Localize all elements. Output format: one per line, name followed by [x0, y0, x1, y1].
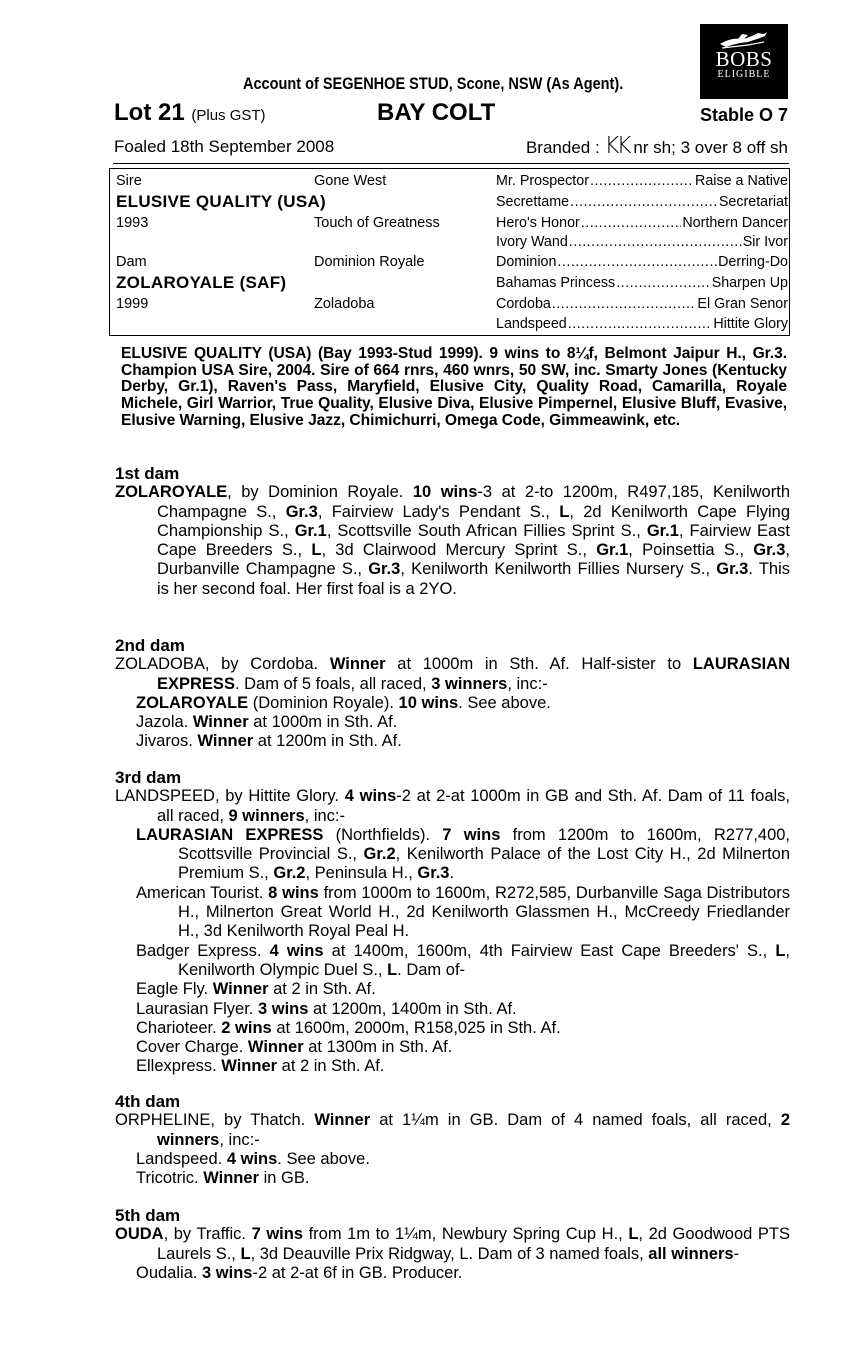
sire-sire: Gone West: [314, 173, 387, 189]
entry-text: at 2 in Sth. Af.: [268, 980, 376, 999]
entry-text: , Fairview East Cape Breeders S.,: [157, 521, 790, 560]
family-entry: [136, 713, 790, 732]
gst-note: (Plus GST): [191, 107, 266, 124]
foaled-date: Foaled 18th September 2008: [114, 137, 335, 156]
bold-text: 4 wins: [226, 1149, 278, 1168]
lot-number: [114, 99, 266, 127]
family-entry: [136, 732, 790, 751]
bold-text: Winner: [329, 655, 386, 674]
entry-text: , Kenilworth Olympic Duel S.,: [178, 941, 790, 979]
bold-text: L: [240, 1244, 251, 1263]
bold-text: Winner: [247, 1038, 304, 1057]
gen3-right: El Gran Senor: [697, 296, 788, 312]
entry-text: . This is her second foal. Her first foal is a 2YO.: [157, 560, 790, 598]
bold-text: OUDA: [115, 1225, 164, 1244]
bold-text: Gr.3: [716, 560, 749, 579]
gen3-left: Dominion: [496, 254, 557, 270]
brand-mark: KK: [604, 133, 629, 159]
bold-text: 7 wins: [442, 825, 501, 844]
bold-text: Winner: [221, 1057, 278, 1076]
entry-text: Tricotric.: [136, 1169, 204, 1188]
bold-text: Winner: [212, 980, 269, 999]
entry-text: , Peninsula H.,: [305, 864, 418, 883]
gen3-right: Sharpen Up: [711, 275, 788, 291]
dam-section-1: [115, 464, 790, 599]
section-heading: 5th dam: [115, 1206, 181, 1225]
vendor-account: Account of SEGENHOE STUD, Scone, NSW (As Agent).: [243, 75, 624, 93]
bold-text: Gr.3: [417, 864, 450, 883]
bold-text: 3 winners: [431, 674, 508, 693]
gen3-row: [496, 215, 788, 231]
entry-text: from 1000m to 1600m, R272,585, Durbanville Saga Distributors H., Milnerton Great World H., 2d Kenilworth Glassmen H., McCreedy Friedlander H., 3d Kenilworth Royal Peal H.: [178, 883, 790, 941]
entry-text: (Northfields).: [323, 825, 443, 844]
entry-text: , Kenilworth Kenilworth Fillies Nursery S.,: [400, 560, 717, 579]
sire-year: 1993: [116, 215, 149, 231]
entry-text: from 1m to 1¼m, Newbury Spring Cup H.,: [303, 1225, 629, 1244]
family-entry: [136, 884, 790, 942]
gen3-right: Northern Dancer: [682, 215, 788, 231]
entry-text: at 1200m in Sth. Af.: [253, 732, 402, 751]
sire-label: Sire: [116, 173, 142, 189]
entry-text: in GB.: [259, 1169, 310, 1188]
pedigree-table: [109, 168, 790, 336]
bold-text: LAURASIAN EXPRESS: [136, 825, 324, 844]
bold-text: 8 wins: [268, 883, 319, 902]
entry-text: at 2 in Sth. Af.: [277, 1057, 385, 1076]
family-entry: [115, 1225, 790, 1264]
entry-text: , Kenilworth Palace of the Lost City H., 2d Milnerton Premium S.,: [178, 845, 791, 883]
family-entry: [115, 655, 790, 694]
entry-text: American Tourist.: [136, 883, 269, 902]
gen3-left: Mr. Prospector: [496, 173, 589, 189]
entry-text: Landspeed.: [136, 1149, 227, 1168]
gen3-row: [496, 275, 788, 291]
entry-text: Cover Charge.: [136, 1038, 248, 1057]
gen3-row: [496, 316, 788, 332]
family-entry: [136, 980, 790, 999]
gen3-left: Bahamas Princess: [496, 275, 616, 291]
entry-text: ZOLADOBA, by Cordoba.: [115, 655, 330, 674]
family-entry: [136, 1038, 790, 1057]
entry-text: -3 at 2-to 1200m, R497,185, Kenilworth Champagne S.,: [157, 483, 790, 521]
bold-text: L: [775, 941, 786, 960]
lot-description: BAY COLT: [377, 99, 496, 126]
dam-section-2: [115, 636, 790, 752]
bold-text: Gr.1: [294, 521, 327, 540]
gen3-row: [496, 194, 788, 210]
family-entry: [136, 826, 790, 884]
gen3-right: Secretariat: [718, 194, 788, 210]
logo-subword: ELIGIBLE: [717, 69, 771, 80]
logo-word: BOBS: [715, 47, 773, 71]
bold-text: L: [559, 502, 570, 521]
entry-text: at 1000m in Sth. Af. Half-sister to: [385, 655, 693, 674]
bold-text: 7 wins: [251, 1225, 303, 1244]
entry-text: at 1300m in Sth. Af.: [303, 1038, 453, 1057]
bold-text: LAURASIAN EXPRESS: [157, 655, 790, 693]
bold-text: 4 wins: [269, 941, 324, 960]
sire-summary: ELUSIVE QUALITY (USA) (Bay 1993-Stud 1999). 9 wins to 8¼f, Belmont Jaipur H., Gr.3. Champion USA Sire, 2004. Sire of 664 rnrs, 460 wnrs, 50 SW, inc. Smarty Jones (Kentucky Derby, Gr.1), Raven's Pass, Maryfield, Elusive City, Quality Road, Camarilla, Royale Michele, Girl Warrior, True Quality, Elusive Diva, Elusive Pimpernel, Elusive Bluff, Evasive, Elusive Warning, Elusive Jazz, Chimichurri, Omega Code, Gimmeawink, etc.: [121, 345, 787, 429]
dam-label: Dam: [116, 254, 147, 270]
entry-text: , 2d Kenilworth Cape Flying Championship S.,: [157, 502, 790, 540]
entry-text: at 1000m in Sth. Af.: [248, 713, 398, 732]
family-entry: [136, 1150, 790, 1169]
brand-info: [526, 133, 788, 159]
entry-text: , 3d Clairwood Mercury Sprint S.,: [321, 541, 597, 560]
entry-text: , 2d Goodwood PTS Laurels S.,: [157, 1225, 790, 1263]
family-entry: [136, 1264, 790, 1283]
bold-text: Gr.2: [273, 864, 306, 883]
dam-section-5: [115, 1206, 790, 1283]
gen3-right: Derring-Do: [718, 254, 788, 270]
entry-text: -2 at 2-at 6f in GB. Producer.: [252, 1263, 463, 1282]
entry-text: , inc:-: [219, 1130, 260, 1149]
lot-header: [114, 99, 788, 129]
entry-text: Ellexpress.: [136, 1057, 222, 1076]
entry-text: (Dominion Royale).: [248, 693, 399, 712]
entry-text: Eagle Fly.: [136, 980, 213, 999]
bold-text: Gr.3: [753, 541, 786, 560]
gen3-left: Hero's Honor: [496, 215, 580, 231]
gen3-right: Hittite Glory: [713, 316, 788, 332]
bold-text: 3 wins: [202, 1263, 253, 1282]
family-entry: [115, 483, 790, 599]
header-rule: [113, 163, 789, 164]
gen3-left: Landspeed: [496, 316, 567, 332]
gen3-left: Secrettame: [496, 194, 570, 210]
brand-prefix: Branded :: [525, 138, 600, 157]
bold-text: Gr.3: [368, 560, 401, 579]
entry-text: Charioteer.: [136, 1018, 222, 1037]
family-entry: [115, 1111, 790, 1150]
entry-text: . See above.: [277, 1149, 370, 1168]
entry-text: Oudalia.: [136, 1263, 203, 1282]
entry-text: , Scottsville South African Fillies Sprint S.,: [326, 521, 647, 540]
entry-text: at 1200m, 1400m in Sth. Af.: [308, 999, 517, 1018]
sire-name: ELUSIVE QUALITY (USA): [116, 192, 327, 211]
lot-label: Lot 21: [114, 99, 185, 126]
entry-text: LANDSPEED, by Hittite Glory.: [115, 787, 345, 806]
entry-text: . Dam of-: [397, 960, 466, 979]
bold-text: 3 wins: [257, 999, 309, 1018]
bold-text: Gr.1: [646, 521, 679, 540]
entry-text: , inc:-: [304, 806, 346, 825]
section-heading: 1st dam: [115, 464, 180, 483]
bold-text: all winners: [648, 1244, 734, 1263]
bold-text: Winner: [314, 1111, 371, 1130]
entry-text: Jazola.: [136, 713, 193, 732]
gen3-left: Ivory Wand: [496, 234, 568, 250]
family-entry: [136, 1019, 790, 1038]
entry-text: at 1¼m in GB. Dam of 4 named foals, all raced,: [370, 1111, 781, 1130]
entry-text: at 1600m, 2000m, R158,025 in Sth. Af.: [271, 1018, 561, 1037]
entry-text: from 1200m to 1600m, R277,400, Scottsville Provincial S.,: [178, 825, 791, 864]
entry-text: , Durbanville Champagne S.,: [157, 541, 790, 579]
dam-sire: Dominion Royale: [314, 254, 425, 270]
bold-text: 10 wins: [398, 693, 459, 712]
stable-number: Stable O 7: [699, 105, 788, 125]
entry-text: at 1400m, 1600m, 4th Fairview East Cape Breeders' S.,: [323, 941, 776, 960]
entry-text: -2 at 2-at 1000m in GB and Sth. Af. Dam of 11 foals, all raced,: [157, 787, 791, 825]
bold-text: L: [311, 541, 322, 560]
gen3-left: Cordoba: [496, 296, 551, 312]
dam-year: 1999: [116, 296, 149, 312]
dam-name: ZOLAROYALE (SAF): [116, 273, 287, 292]
family-entry: [136, 1057, 790, 1076]
family-entry: [115, 787, 790, 826]
section-heading: 4th dam: [115, 1092, 181, 1111]
dam-dam: Zoladoba: [314, 296, 375, 312]
bold-text: Gr.2: [363, 845, 396, 864]
entry-text: . See above.: [458, 693, 551, 712]
bold-text: ZOLAROYALE: [115, 483, 228, 502]
dam-section-3: [115, 768, 790, 1077]
bold-text: Winner: [192, 713, 249, 732]
family-entry: [136, 942, 790, 981]
entry-text: . Dam of 5 foals, all raced,: [234, 674, 432, 693]
bold-text: 2 wins: [221, 1018, 272, 1037]
bold-text: Winner: [203, 1169, 259, 1188]
entry-text: Laurasian Flyer.: [136, 999, 258, 1018]
entry-text: Jivaros.: [136, 732, 198, 751]
entry-text: Badger Express.: [136, 941, 270, 960]
bold-text: 9 winners: [228, 806, 305, 825]
entry-text: , Poinsettia S.,: [628, 541, 754, 560]
gen3-row: [496, 173, 788, 189]
bold-text: 4 wins: [344, 787, 397, 806]
entry-text: , by Traffic.: [163, 1225, 252, 1244]
bobs-eligible-logo: [700, 24, 788, 99]
entry-text: ORPHELINE, by Thatch.: [115, 1111, 315, 1130]
family-entry: [136, 1169, 790, 1188]
entry-text: , Fairview Lady's Pendant S.,: [317, 502, 560, 521]
entry-text: , by Dominion Royale.: [227, 483, 413, 502]
brand-description: nr sh; 3 over 8 off sh: [633, 138, 788, 157]
family-entry: [136, 694, 790, 713]
gen3-row: [496, 234, 788, 250]
bold-text: Gr.1: [596, 541, 629, 560]
entry-text: -: [733, 1244, 740, 1263]
entry-text: , inc:-: [507, 674, 548, 693]
bold-text: L: [628, 1225, 639, 1244]
gen3-right: Raise a Native: [695, 173, 788, 189]
gen3-right: Sir Ivor: [742, 234, 788, 250]
section-heading: 3rd dam: [115, 768, 182, 787]
bold-text: 2 winners: [157, 1111, 790, 1149]
dam-section-4: [115, 1092, 790, 1188]
bold-text: Gr.3: [285, 502, 318, 521]
family-entry: [136, 1000, 790, 1019]
gen3-row: [496, 296, 788, 312]
bold-text: ZOLAROYALE: [136, 693, 249, 712]
entry-text: , 3d Deauville Prix Ridgway, L. Dam of 3 named foals,: [250, 1244, 649, 1263]
bold-text: L: [387, 960, 398, 979]
section-heading: 2nd dam: [115, 636, 185, 655]
gen3-row: [496, 254, 788, 270]
entry-text: .: [449, 864, 455, 883]
bold-text: Winner: [197, 732, 254, 751]
sire-dam: Touch of Greatness: [314, 215, 440, 231]
bold-text: 10 wins: [412, 483, 478, 502]
